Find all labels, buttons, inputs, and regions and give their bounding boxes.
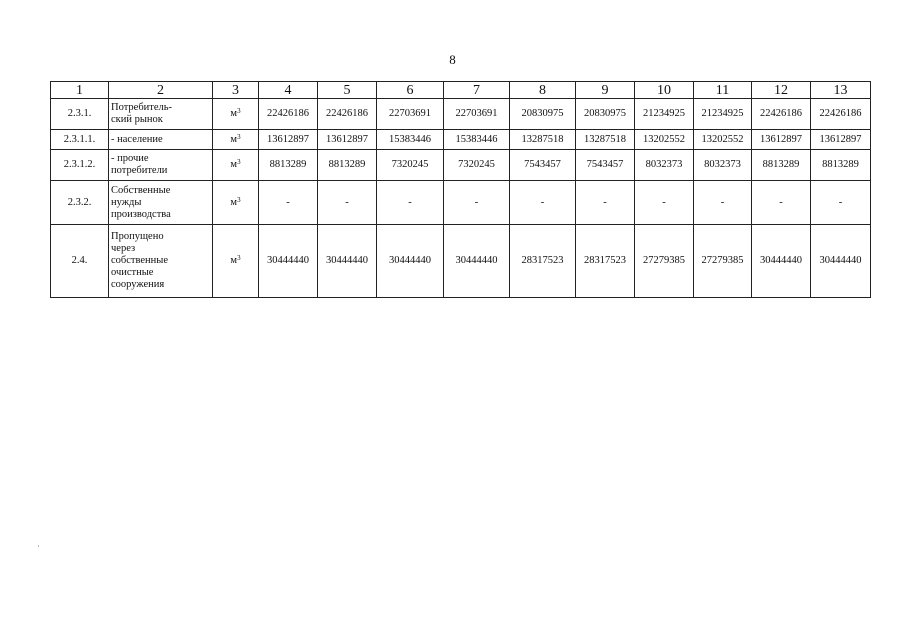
value-cell: 7543457	[510, 150, 576, 181]
value-cell: 13612897	[259, 130, 318, 150]
row-unit: $м^3$	[213, 130, 259, 150]
column-header: 2	[109, 82, 213, 99]
value-cell: 8813289	[811, 150, 871, 181]
value-cell: 13202552	[635, 130, 694, 150]
value-cell: 30444440	[811, 225, 871, 298]
value-cell: 30444440	[259, 225, 318, 298]
value-cell: 22426186	[752, 99, 811, 130]
scan-mark	[38, 545, 39, 547]
value-cell: 22703691	[444, 99, 510, 130]
column-header: 11	[694, 82, 752, 99]
value-cell: -	[259, 181, 318, 225]
row-code: 2.4.	[51, 225, 109, 298]
row-name: Пропущено через собственные очистные сооружения	[109, 225, 213, 298]
table-row	[51, 181, 871, 225]
column-header: 1	[51, 82, 109, 99]
table-row	[51, 150, 871, 181]
row-code: 2.3.2.	[51, 181, 109, 225]
column-header: 6	[377, 82, 444, 99]
table-row	[51, 99, 871, 130]
value-cell: 8813289	[259, 150, 318, 181]
value-cell: 13287518	[576, 130, 635, 150]
value-cell: 20830975	[576, 99, 635, 130]
value-cell: 8813289	[752, 150, 811, 181]
row-name: - население	[109, 130, 213, 150]
value-cell: 13202552	[694, 130, 752, 150]
row-name: Собственные нужды производства	[109, 181, 213, 225]
value-cell: 28317523	[576, 225, 635, 298]
value-cell: 22426186	[318, 99, 377, 130]
column-header: 4	[259, 82, 318, 99]
value-cell: -	[752, 181, 811, 225]
value-cell: 30444440	[377, 225, 444, 298]
value-cell: 30444440	[752, 225, 811, 298]
value-cell: 21234925	[635, 99, 694, 130]
page-number: 8	[449, 52, 456, 67]
value-cell: -	[510, 181, 576, 225]
row-unit: $м^3$	[213, 181, 259, 225]
value-cell: 13612897	[811, 130, 871, 150]
value-cell: 7320245	[444, 150, 510, 181]
value-cell: 30444440	[318, 225, 377, 298]
row-name: Потребитель- ский рынок	[109, 99, 213, 130]
value-cell: 8813289	[318, 150, 377, 181]
value-cell: -	[694, 181, 752, 225]
value-cell: 22426186	[811, 99, 871, 130]
value-cell: 13612897	[752, 130, 811, 150]
row-code: 2.3.1.	[51, 99, 109, 130]
column-header: 3	[213, 82, 259, 99]
table-row	[51, 225, 871, 298]
value-cell: 30444440	[444, 225, 510, 298]
column-header: 13	[811, 82, 871, 99]
column-header: 9	[576, 82, 635, 99]
column-header: 5	[318, 82, 377, 99]
value-cell: 13612897	[318, 130, 377, 150]
value-cell: 27279385	[694, 225, 752, 298]
value-cell: 21234925	[694, 99, 752, 130]
value-cell: -	[377, 181, 444, 225]
value-cell: -	[576, 181, 635, 225]
value-cell: -	[444, 181, 510, 225]
value-cell: -	[318, 181, 377, 225]
value-cell: 7320245	[377, 150, 444, 181]
value-cell: 20830975	[510, 99, 576, 130]
row-name: - прочие потребители	[109, 150, 213, 181]
value-cell: -	[635, 181, 694, 225]
column-header: 12	[752, 82, 811, 99]
value-cell: -	[811, 181, 871, 225]
value-cell: 15383446	[444, 130, 510, 150]
row-unit: $м^3$	[213, 225, 259, 298]
column-header: 10	[635, 82, 694, 99]
column-header: 7	[444, 82, 510, 99]
column-header: 8	[510, 82, 576, 99]
row-code: 2.3.1.1.	[51, 130, 109, 150]
value-cell: 27279385	[635, 225, 694, 298]
value-cell: 22703691	[377, 99, 444, 130]
row-code: 2.3.1.2.	[51, 150, 109, 181]
data-table	[50, 81, 871, 298]
row-unit: $м^3$	[213, 150, 259, 181]
value-cell: 28317523	[510, 225, 576, 298]
value-cell: 8032373	[694, 150, 752, 181]
row-unit: $м^3$	[213, 99, 259, 130]
value-cell: 7543457	[576, 150, 635, 181]
header-row	[51, 82, 871, 99]
table-row	[51, 130, 871, 150]
value-cell: 22426186	[259, 99, 318, 130]
value-cell: 13287518	[510, 130, 576, 150]
value-cell: 8032373	[635, 150, 694, 181]
value-cell: 15383446	[377, 130, 444, 150]
